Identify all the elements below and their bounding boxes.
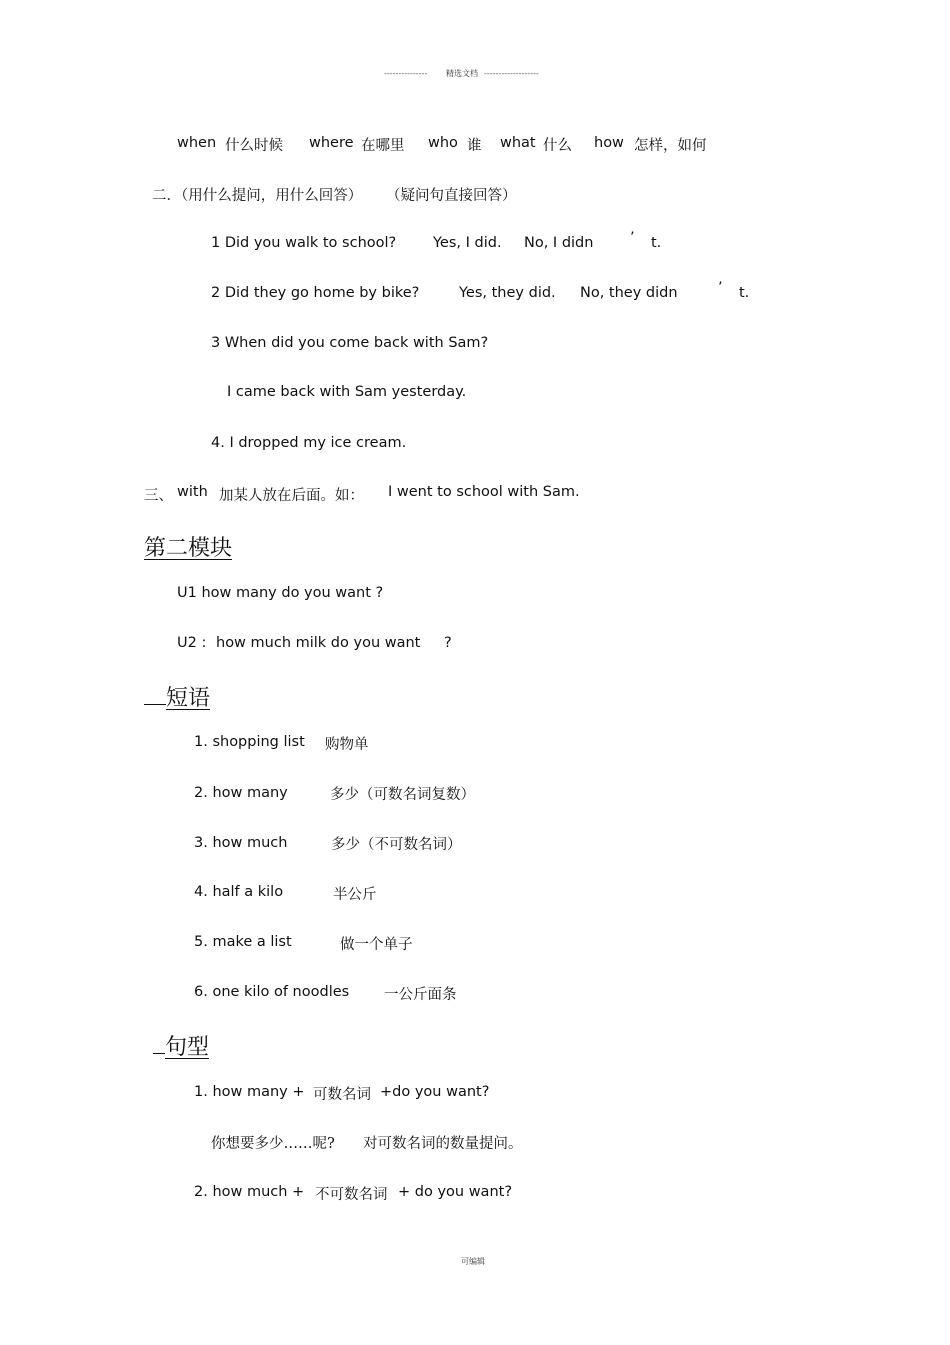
- phrases-title-underline-lead: [144, 704, 166, 705]
- module2-title: 第二模块: [144, 536, 233, 561]
- section2-note: （疑问句直接回答）: [386, 188, 517, 204]
- phrase-en: 6. one kilo of noodles: [194, 984, 350, 1000]
- phrases-title: 短语: [166, 686, 211, 711]
- answer-t-1: t.: [651, 235, 662, 251]
- unit-2-question-mark: ?: [444, 635, 452, 651]
- unit-1: U1 how many do you want ?: [177, 585, 384, 601]
- pattern-1-note-a: 你想要多少……呢?: [211, 1136, 335, 1152]
- phrase-en: 5. make a list: [194, 934, 292, 950]
- pattern-1-start: 1. how many +: [194, 1084, 305, 1100]
- qword-cn: 谁: [467, 138, 482, 154]
- section3-num: 三、: [144, 488, 173, 504]
- pattern-2-start: 2. how much +: [194, 1184, 305, 1200]
- header-left-dots: ---------------: [384, 69, 428, 78]
- phrase-cn: 做一个单子: [340, 937, 413, 953]
- footer-text: 可编辑: [461, 1257, 485, 1266]
- qword-cn: 怎样，如何: [634, 138, 707, 154]
- patterns-title-underline-lead: [153, 1053, 165, 1054]
- answer-yes-2: Yes, they did.: [459, 285, 556, 301]
- qword-en: how: [594, 135, 624, 151]
- qword-cn: 什么: [543, 138, 572, 154]
- section2-heading: 二．（用什么提问，用什么回答）: [152, 188, 363, 204]
- qword-cn: 在哪里: [361, 138, 405, 154]
- qword-en: when: [177, 135, 217, 151]
- phrase-cn: 半公斤: [333, 887, 377, 903]
- phrase-en: 2. how many: [194, 785, 288, 801]
- question-3: 3 When did you come back with Sam?: [211, 335, 489, 351]
- pattern-1-noun: 可数名词: [313, 1087, 371, 1103]
- answer-3: I came back with Sam yesterday.: [227, 384, 467, 400]
- qword-en: who: [428, 135, 458, 151]
- phrase-cn: 购物单: [325, 737, 369, 753]
- apostrophe-2: ’: [718, 280, 723, 296]
- section3-example: I went to school with Sam.: [388, 484, 580, 500]
- patterns-title: 句型: [165, 1035, 210, 1060]
- item-4: 4. I dropped my ice cream.: [211, 435, 407, 451]
- qword-cn: 什么时候: [225, 138, 283, 154]
- answer-yes-1: Yes, I did.: [433, 235, 502, 251]
- phrase-cn: 一公斤面条: [384, 987, 457, 1003]
- pattern-1-note-b: 对可数名词的数量提问。: [363, 1136, 523, 1152]
- answer-t-2: t.: [739, 285, 750, 301]
- phrase-en: 3. how much: [194, 835, 288, 851]
- qword-en: what: [500, 135, 536, 151]
- phrase-en: 1. shopping list: [194, 734, 305, 750]
- section3-word: with: [177, 484, 208, 500]
- answer-no-2: No, they didn: [580, 285, 678, 301]
- pattern-2-end: + do you want?: [398, 1184, 513, 1200]
- header-right-dots: -------------------: [484, 69, 539, 78]
- answer-no-1: No, I didn: [524, 235, 594, 251]
- phrase-cn: 多少（不可数名词）: [331, 837, 462, 853]
- unit-2-text: how much milk do you want: [216, 635, 421, 651]
- qword-en: where: [309, 135, 354, 151]
- question-2: 2 Did they go home by bike?: [211, 285, 420, 301]
- section3-desc: 加某人放在后面。如：: [219, 488, 364, 504]
- unit-2-label: U2 :: [177, 635, 207, 651]
- phrase-en: 4. half a kilo: [194, 884, 284, 900]
- pattern-2-noun: 不可数名词: [315, 1187, 388, 1203]
- phrase-cn: 多少（可数名词复数）: [330, 787, 475, 803]
- question-1: 1 Did you walk to school?: [211, 235, 397, 251]
- apostrophe-1: ’: [630, 230, 635, 246]
- header-title: 精选文档: [446, 69, 478, 78]
- pattern-1-end: +do you want?: [380, 1084, 490, 1100]
